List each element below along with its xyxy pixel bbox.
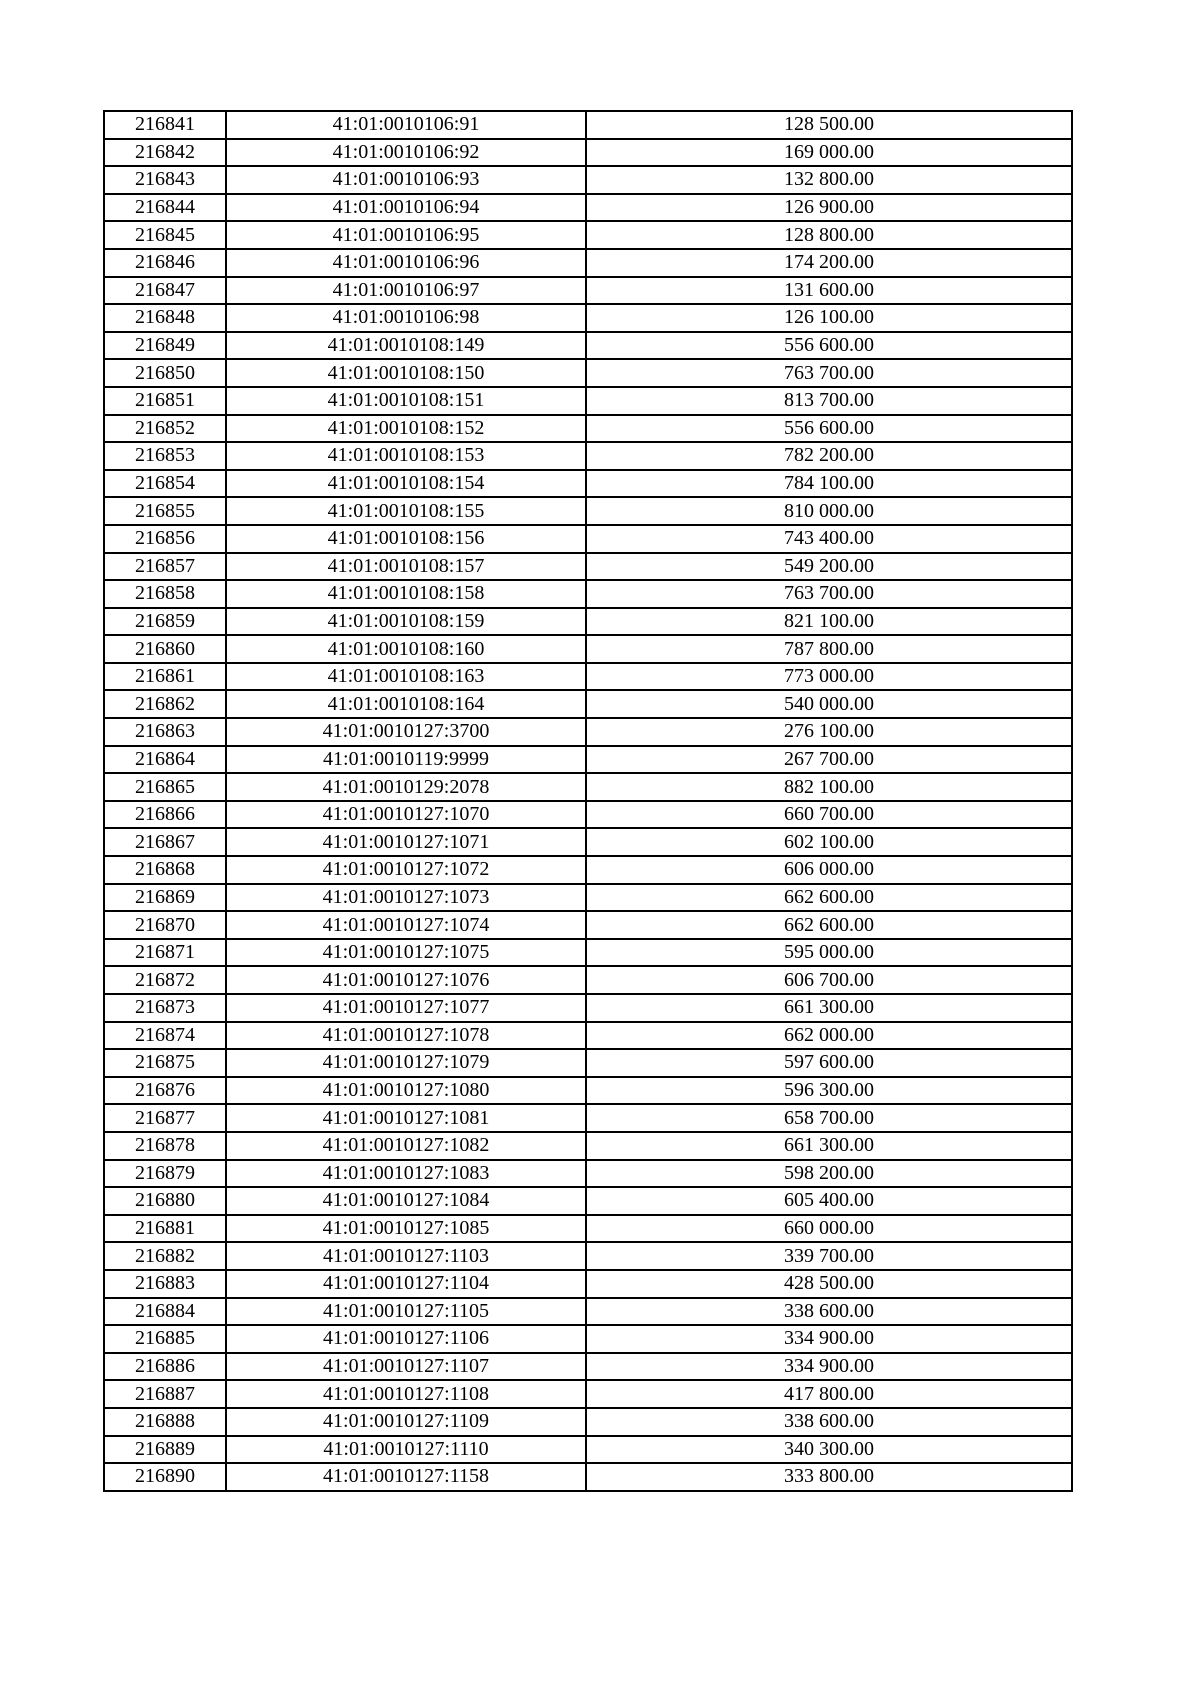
cadastral-number-cell: 41:01:0010127:1083	[226, 1160, 586, 1188]
row-number-cell: 216869	[104, 884, 226, 912]
table-row	[104, 746, 1072, 774]
cadastral-number-cell: 41:01:0010106:94	[226, 194, 586, 222]
cadastral-number-cell: 41:01:0010127:1073	[226, 884, 586, 912]
table-row	[104, 966, 1072, 994]
cadastral-value-cell: 743 400.00	[586, 525, 1072, 553]
cadastral-value-cell: 339 700.00	[586, 1242, 1072, 1270]
table-row	[104, 221, 1072, 249]
cadastral-number-cell: 41:01:0010108:157	[226, 553, 586, 581]
cadastral-number-cell: 41:01:0010108:153	[226, 442, 586, 470]
cadastral-value-cell: 662 600.00	[586, 911, 1072, 939]
row-number-cell: 216879	[104, 1160, 226, 1188]
cadastral-value-cell: 595 000.00	[586, 939, 1072, 967]
cadastral-number-cell: 41:01:0010108:151	[226, 387, 586, 415]
table-row	[104, 718, 1072, 746]
cadastral-number-cell: 41:01:0010106:97	[226, 277, 586, 305]
row-number-cell: 216841	[104, 111, 226, 139]
cadastral-value-cell: 773 000.00	[586, 663, 1072, 691]
table-row	[104, 415, 1072, 443]
table-row	[104, 166, 1072, 194]
cadastral-number-cell: 41:01:0010108:154	[226, 470, 586, 498]
cadastral-number-cell: 41:01:0010127:1081	[226, 1104, 586, 1132]
cadastral-value-cell: 126 100.00	[586, 304, 1072, 332]
cadastral-value-cell: 660 700.00	[586, 801, 1072, 829]
cadastral-value-cell: 556 600.00	[586, 415, 1072, 443]
cadastral-number-cell: 41:01:0010127:1082	[226, 1132, 586, 1160]
row-number-cell: 216888	[104, 1408, 226, 1436]
cadastral-number-cell: 41:01:0010127:1109	[226, 1408, 586, 1436]
table-row	[104, 1187, 1072, 1215]
cadastral-value-cell: 606 000.00	[586, 856, 1072, 884]
cadastral-number-cell: 41:01:0010108:160	[226, 635, 586, 663]
cadastral-number-cell: 41:01:0010127:1076	[226, 966, 586, 994]
row-number-cell: 216873	[104, 994, 226, 1022]
cadastral-value-cell: 602 100.00	[586, 828, 1072, 856]
cadastral-value-table	[103, 110, 1073, 1492]
row-number-cell: 216868	[104, 856, 226, 884]
row-number-cell: 216849	[104, 332, 226, 360]
cadastral-value-cell: 605 400.00	[586, 1187, 1072, 1215]
table-row	[104, 608, 1072, 636]
cadastral-number-cell: 41:01:0010127:1077	[226, 994, 586, 1022]
cadastral-value-cell: 334 900.00	[586, 1325, 1072, 1353]
cadastral-number-cell: 41:01:0010127:1106	[226, 1325, 586, 1353]
cadastral-value-cell: 660 000.00	[586, 1215, 1072, 1243]
row-number-cell: 216853	[104, 442, 226, 470]
cadastral-value-cell: 334 900.00	[586, 1353, 1072, 1381]
table-row	[104, 856, 1072, 884]
row-number-cell: 216886	[104, 1353, 226, 1381]
row-number-cell: 216865	[104, 773, 226, 801]
table-row	[104, 1132, 1072, 1160]
table-row	[104, 1077, 1072, 1105]
cadastral-number-cell: 41:01:0010108:158	[226, 580, 586, 608]
cadastral-number-cell: 41:01:0010127:1108	[226, 1380, 586, 1408]
row-number-cell: 216883	[104, 1270, 226, 1298]
cadastral-number-cell: 41:01:0010127:1107	[226, 1353, 586, 1381]
cadastral-number-cell: 41:01:0010108:150	[226, 359, 586, 387]
cadastral-value-cell: 813 700.00	[586, 387, 1072, 415]
cadastral-value-cell: 598 200.00	[586, 1160, 1072, 1188]
row-number-cell: 216855	[104, 497, 226, 525]
cadastral-value-cell: 763 700.00	[586, 580, 1072, 608]
cadastral-value-cell: 810 000.00	[586, 497, 1072, 525]
cadastral-number-cell: 41:01:0010127:1085	[226, 1215, 586, 1243]
cadastral-value-cell: 782 200.00	[586, 442, 1072, 470]
row-number-cell: 216872	[104, 966, 226, 994]
cadastral-number-cell: 41:01:0010127:3700	[226, 718, 586, 746]
cadastral-value-cell: 662 600.00	[586, 884, 1072, 912]
row-number-cell: 216848	[104, 304, 226, 332]
cadastral-number-cell: 41:01:0010108:159	[226, 608, 586, 636]
table-row	[104, 939, 1072, 967]
row-number-cell: 216884	[104, 1298, 226, 1326]
cadastral-number-cell: 41:01:0010108:155	[226, 497, 586, 525]
cadastral-number-cell: 41:01:0010106:95	[226, 221, 586, 249]
table-row	[104, 525, 1072, 553]
table-row	[104, 773, 1072, 801]
table-row	[104, 1463, 1072, 1491]
cadastral-number-cell: 41:01:0010127:1080	[226, 1077, 586, 1105]
table-row	[104, 1215, 1072, 1243]
cadastral-number-cell: 41:01:0010108:164	[226, 690, 586, 718]
table-row	[104, 277, 1072, 305]
row-number-cell: 216862	[104, 690, 226, 718]
table-row	[104, 553, 1072, 581]
table-row	[104, 139, 1072, 167]
cadastral-value-cell: 340 300.00	[586, 1436, 1072, 1464]
table-body	[104, 111, 1072, 1491]
table-row	[104, 1160, 1072, 1188]
cadastral-value-cell: 267 700.00	[586, 746, 1072, 774]
cadastral-value-cell: 428 500.00	[586, 1270, 1072, 1298]
cadastral-value-cell: 333 800.00	[586, 1463, 1072, 1491]
table-row	[104, 911, 1072, 939]
row-number-cell: 216876	[104, 1077, 226, 1105]
row-number-cell: 216887	[104, 1380, 226, 1408]
table-row	[104, 994, 1072, 1022]
row-number-cell: 216856	[104, 525, 226, 553]
table-row	[104, 1242, 1072, 1270]
cadastral-value-cell: 169 000.00	[586, 139, 1072, 167]
cadastral-value-cell: 174 200.00	[586, 249, 1072, 277]
row-number-cell: 216890	[104, 1463, 226, 1491]
table-row	[104, 1270, 1072, 1298]
table-row	[104, 332, 1072, 360]
row-number-cell: 216867	[104, 828, 226, 856]
cadastral-value-cell: 128 500.00	[586, 111, 1072, 139]
row-number-cell: 216857	[104, 553, 226, 581]
row-number-cell: 216881	[104, 1215, 226, 1243]
table-row	[104, 801, 1072, 829]
cadastral-value-cell: 658 700.00	[586, 1104, 1072, 1132]
row-number-cell: 216871	[104, 939, 226, 967]
cadastral-number-cell: 41:01:0010127:1074	[226, 911, 586, 939]
cadastral-number-cell: 41:01:0010108:156	[226, 525, 586, 553]
row-number-cell: 216864	[104, 746, 226, 774]
table-row	[104, 884, 1072, 912]
table-row	[104, 497, 1072, 525]
cadastral-value-cell: 661 300.00	[586, 1132, 1072, 1160]
table-row	[104, 1380, 1072, 1408]
cadastral-number-cell: 41:01:0010127:1105	[226, 1298, 586, 1326]
table-row	[104, 663, 1072, 691]
cadastral-value-cell: 338 600.00	[586, 1408, 1072, 1436]
table-row	[104, 1049, 1072, 1077]
table-row	[104, 690, 1072, 718]
table-row	[104, 387, 1072, 415]
row-number-cell: 216846	[104, 249, 226, 277]
table-row	[104, 359, 1072, 387]
cadastral-value-cell: 126 900.00	[586, 194, 1072, 222]
cadastral-value-cell: 338 600.00	[586, 1298, 1072, 1326]
cadastral-number-cell: 41:01:0010127:1110	[226, 1436, 586, 1464]
row-number-cell: 216863	[104, 718, 226, 746]
row-number-cell: 216882	[104, 1242, 226, 1270]
table-row	[104, 1408, 1072, 1436]
cadastral-value-cell: 597 600.00	[586, 1049, 1072, 1077]
table-row	[104, 1104, 1072, 1132]
cadastral-number-cell: 41:01:0010127:1072	[226, 856, 586, 884]
row-number-cell: 216889	[104, 1436, 226, 1464]
table-row	[104, 442, 1072, 470]
row-number-cell: 216861	[104, 663, 226, 691]
cadastral-value-cell: 131 600.00	[586, 277, 1072, 305]
cadastral-number-cell: 41:01:0010127:1158	[226, 1463, 586, 1491]
table-row	[104, 304, 1072, 332]
row-number-cell: 216880	[104, 1187, 226, 1215]
cadastral-number-cell: 41:01:0010127:1078	[226, 1022, 586, 1050]
cadastral-value-cell: 417 800.00	[586, 1380, 1072, 1408]
cadastral-number-cell: 41:01:0010127:1079	[226, 1049, 586, 1077]
row-number-cell: 216851	[104, 387, 226, 415]
row-number-cell: 216858	[104, 580, 226, 608]
cadastral-value-cell: 662 000.00	[586, 1022, 1072, 1050]
table-row	[104, 194, 1072, 222]
cadastral-number-cell: 41:01:0010108:163	[226, 663, 586, 691]
row-number-cell: 216885	[104, 1325, 226, 1353]
cadastral-number-cell: 41:01:0010106:91	[226, 111, 586, 139]
cadastral-value-cell: 787 800.00	[586, 635, 1072, 663]
cadastral-number-cell: 41:01:0010127:1070	[226, 801, 586, 829]
cadastral-value-cell: 556 600.00	[586, 332, 1072, 360]
table-row	[104, 635, 1072, 663]
cadastral-value-cell: 763 700.00	[586, 359, 1072, 387]
cadastral-value-cell: 882 100.00	[586, 773, 1072, 801]
row-number-cell: 216847	[104, 277, 226, 305]
row-number-cell: 216870	[104, 911, 226, 939]
cadastral-value-cell: 784 100.00	[586, 470, 1072, 498]
row-number-cell: 216859	[104, 608, 226, 636]
table-row	[104, 1022, 1072, 1050]
row-number-cell: 216874	[104, 1022, 226, 1050]
row-number-cell: 216854	[104, 470, 226, 498]
cadastral-number-cell: 41:01:0010127:1071	[226, 828, 586, 856]
cadastral-number-cell: 41:01:0010106:98	[226, 304, 586, 332]
cadastral-value-cell: 821 100.00	[586, 608, 1072, 636]
cadastral-number-cell: 41:01:0010106:93	[226, 166, 586, 194]
cadastral-number-cell: 41:01:0010127:1104	[226, 1270, 586, 1298]
cadastral-value-cell: 276 100.00	[586, 718, 1072, 746]
table-row	[104, 111, 1072, 139]
cadastral-value-cell: 549 200.00	[586, 553, 1072, 581]
cadastral-number-cell: 41:01:0010127:1084	[226, 1187, 586, 1215]
table-row	[104, 470, 1072, 498]
row-number-cell: 216843	[104, 166, 226, 194]
table-row	[104, 828, 1072, 856]
table-row	[104, 1353, 1072, 1381]
cadastral-value-cell: 540 000.00	[586, 690, 1072, 718]
row-number-cell: 216845	[104, 221, 226, 249]
table-row	[104, 1298, 1072, 1326]
row-number-cell: 216850	[104, 359, 226, 387]
cadastral-number-cell: 41:01:0010127:1103	[226, 1242, 586, 1270]
cadastral-value-cell: 596 300.00	[586, 1077, 1072, 1105]
row-number-cell: 216860	[104, 635, 226, 663]
cadastral-number-cell: 41:01:0010106:92	[226, 139, 586, 167]
row-number-cell: 216878	[104, 1132, 226, 1160]
row-number-cell: 216866	[104, 801, 226, 829]
cadastral-value-cell: 661 300.00	[586, 994, 1072, 1022]
table-row	[104, 1436, 1072, 1464]
row-number-cell: 216842	[104, 139, 226, 167]
cadastral-number-cell: 41:01:0010108:152	[226, 415, 586, 443]
row-number-cell: 216852	[104, 415, 226, 443]
cadastral-value-cell: 606 700.00	[586, 966, 1072, 994]
table-row	[104, 1325, 1072, 1353]
table-row	[104, 580, 1072, 608]
cadastral-number-cell: 41:01:0010119:9999	[226, 746, 586, 774]
table-row	[104, 249, 1072, 277]
cadastral-number-cell: 41:01:0010108:149	[226, 332, 586, 360]
cadastral-number-cell: 41:01:0010129:2078	[226, 773, 586, 801]
row-number-cell: 216875	[104, 1049, 226, 1077]
cadastral-number-cell: 41:01:0010106:96	[226, 249, 586, 277]
row-number-cell: 216844	[104, 194, 226, 222]
cadastral-value-cell: 132 800.00	[586, 166, 1072, 194]
cadastral-value-cell: 128 800.00	[586, 221, 1072, 249]
row-number-cell: 216877	[104, 1104, 226, 1132]
cadastral-number-cell: 41:01:0010127:1075	[226, 939, 586, 967]
